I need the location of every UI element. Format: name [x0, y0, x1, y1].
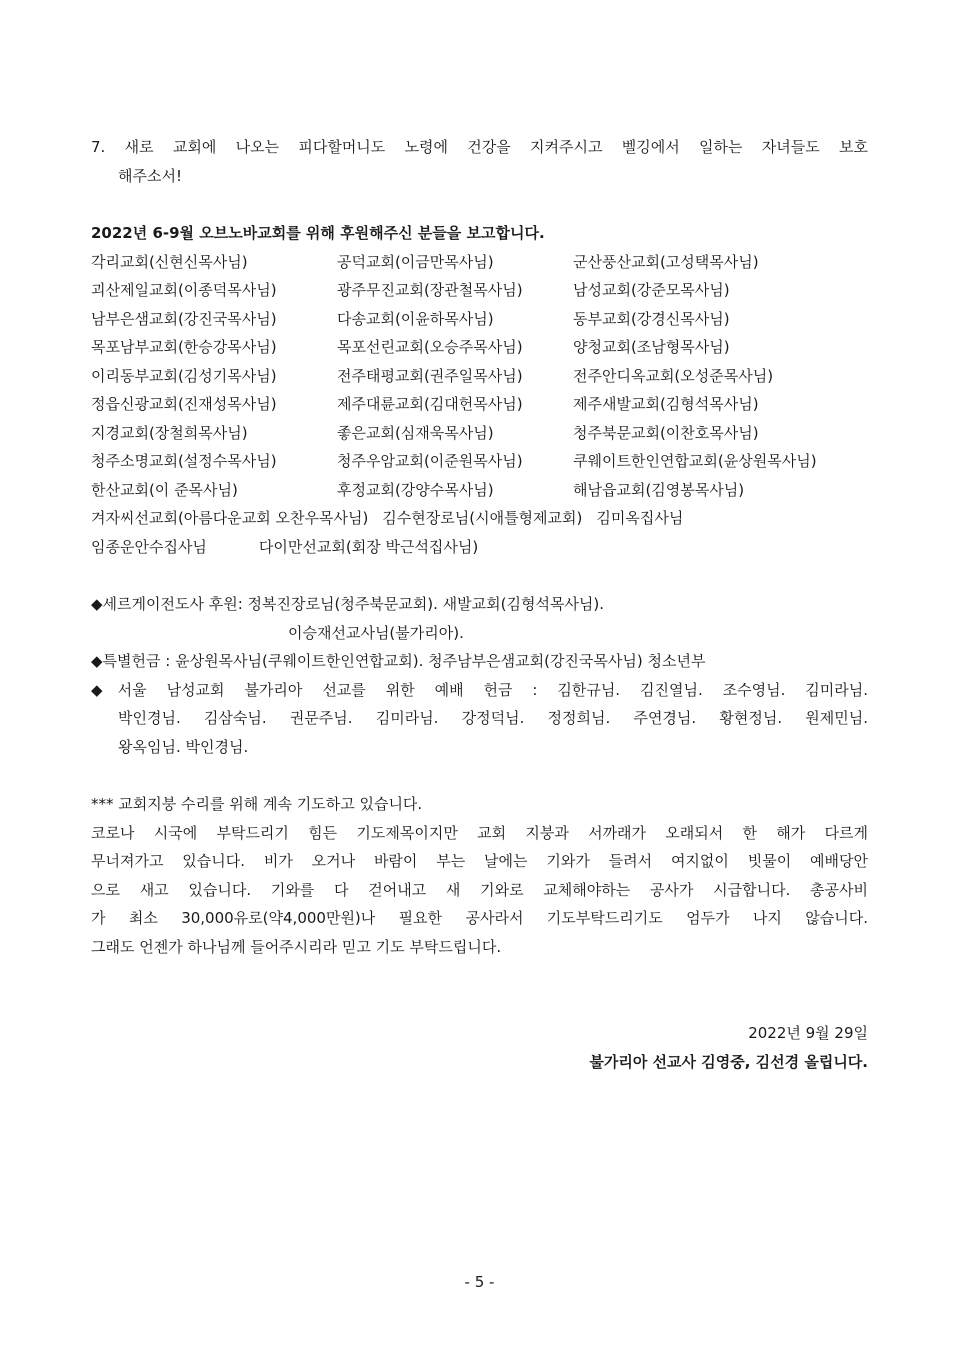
- prayer-item-line: 7. 새로 교회에 나오는 피다할머니도 노령에 건강을 지켜주시고 벨깅에서 일하는 자녀들도 보호: [91, 138, 868, 156]
- donor-report-title: 2022년 6-9월 오브노바교회를 위해 후원해주신 분들을 보고합니다.: [91, 224, 545, 242]
- donor-entry: 임종운안수집사님: [91, 537, 207, 556]
- donor-entry: 목포남부교회(한승강목사님): [91, 338, 277, 356]
- donor-entry: 이리동부교회(김성기목사님): [91, 366, 277, 385]
- donor-entry: 청주우암교회(이준원목사님): [337, 452, 523, 470]
- roof-paragraph-line: 으로 새고 있습니다. 기와를 다 걷어내고 새 기와로 교체해야하는 공사가 시급합니다. 총공사비: [91, 880, 868, 899]
- donor-entry: 전주태평교회(권주일목사님): [337, 366, 523, 385]
- donor-entry: 청주소명교회(설정수목사님): [91, 452, 277, 470]
- donor-row: [91, 248, 868, 277]
- donor-entry: 김미옥집사님: [596, 509, 684, 527]
- donor-entry: 후정교회(강양수목사님): [337, 480, 494, 499]
- donor-entry: 군산풍산교회(고성택목사님): [573, 252, 759, 271]
- donor-row: [91, 476, 868, 505]
- special-offering-line: ◆특별헌금 : 윤상원목사님(쿠웨이트한인연합교회). 청주남부은샘교회(강진국목사님) 청소년부: [91, 652, 706, 670]
- donor-row: [91, 390, 868, 419]
- donor-row: [91, 276, 868, 305]
- page-number: - 5 -: [464, 1273, 495, 1291]
- document-page: [91, 133, 868, 1076]
- donor-entry: 전주안디옥교회(오성준목사님): [573, 366, 774, 385]
- donor-row: [91, 419, 868, 448]
- donor-entry: 목포선린교회(오승주목사님): [337, 338, 523, 356]
- donor-entry: 동부교회(강경신목사님): [573, 309, 730, 328]
- donor-extra-row: [91, 533, 868, 562]
- donor-entry: 청주북문교회(이찬호목사님): [573, 423, 759, 442]
- donor-row: [91, 362, 868, 391]
- donor-entry: 좋은교회(심재욱목사님): [337, 423, 494, 442]
- prayer-item-7: [91, 133, 868, 190]
- donor-row: [91, 447, 868, 476]
- seoul-offering-line: 왕옥임님. 박인경님.: [118, 737, 249, 756]
- signature-block: [91, 1019, 868, 1076]
- donor-entry: 다이만선교회(회장 박근석집사님): [258, 537, 479, 556]
- roof-paragraph-line: 가 최소 30,000유로(약4,000만원)나 필요한 공사라서 기도부탁드리기도 엄두가 나지 않습니다.: [91, 909, 868, 927]
- roof-prayer-section: [91, 790, 868, 961]
- support-section: [91, 590, 868, 761]
- roof-heading: *** 교회지붕 수리를 위해 계속 기도하고 있습니다.: [91, 795, 423, 813]
- seoul-offering-line: ◆서울 남성교회 불가리아 선교를 위한 예배 헌금 : 김한규님. 김진열님. 조수영님. 김미라님.: [91, 680, 868, 699]
- sergey-support-line: ◆세르게이전도사 후원: 정복진장로님(청주북문교회). 새발교회(김형석목사님).: [91, 595, 605, 613]
- donor-row: [91, 333, 868, 362]
- donor-entry: 한산교회(이 준목사님): [91, 480, 238, 499]
- donor-entry: 정읍신광교회(진재성목사님): [91, 395, 277, 413]
- donor-entry: 광주무진교회(장관철목사님): [337, 281, 523, 299]
- donor-entry: 겨자씨선교회(아름다운교회 오찬우목사님): [91, 509, 369, 527]
- roof-paragraph-line: 무너져가고 있습니다. 비가 오거나 바람이 부는 날에는 기와가 들려서 여지없이 빗물이 예배당안: [91, 852, 868, 870]
- donor-extra-row: [91, 504, 868, 533]
- prayer-item-line: 해주소서!: [118, 166, 182, 185]
- seoul-offering-line: 박인경님. 김삼숙님. 권문주님. 김미라님. 강정덕님. 정정희님. 주연경님. 황현정님. 원제민님.: [118, 709, 868, 727]
- donor-entry: 각리교회(신현신목사님): [91, 252, 248, 271]
- donor-entry: 김수현장로님(시애틀형제교회): [382, 509, 583, 527]
- donor-entry: 남성교회(강준모목사님): [573, 281, 730, 299]
- donor-entry: 다송교회(이윤하목사님): [337, 309, 494, 328]
- donor-entry: 해남읍교회(김영봉목사님): [573, 480, 745, 499]
- donor-entry: 제주새발교회(김형석목사님): [573, 395, 759, 413]
- donor-table: [91, 248, 868, 505]
- sergey-support-line: 이승재선교사님(불가리아).: [288, 623, 464, 642]
- donor-entry: 남부은샘교회(강진국목사님): [91, 309, 277, 328]
- roof-paragraph-line: 코로나 시국에 부탁드리기 힘든 기도제목이지만 교회 지붕과 서까래가 오래되서 한 해가 다르게: [91, 823, 868, 842]
- donor-entry: 괴산제일교회(이종덕목사님): [91, 281, 277, 299]
- roof-paragraph-line: 그래도 언젠가 하나님께 들어주시리라 믿고 기도 부탁드립니다.: [91, 937, 502, 956]
- donor-entry: 쿠웨이트한인연합교회(윤상원목사님): [573, 452, 817, 470]
- signature-author: 불가리아 선교사 김영중, 김선경 올립니다.: [589, 1052, 868, 1071]
- signature-date: 2022년 9월 29일: [748, 1024, 868, 1042]
- donor-entry: 양청교회(조남형목사님): [573, 338, 730, 356]
- donor-entry: 공덕교회(이금만목사님): [337, 252, 494, 271]
- donor-row: [91, 305, 868, 334]
- donor-entry: 제주대륜교회(김대헌목사님): [337, 395, 523, 413]
- donor-entry: 지경교회(장철희목사님): [91, 423, 248, 442]
